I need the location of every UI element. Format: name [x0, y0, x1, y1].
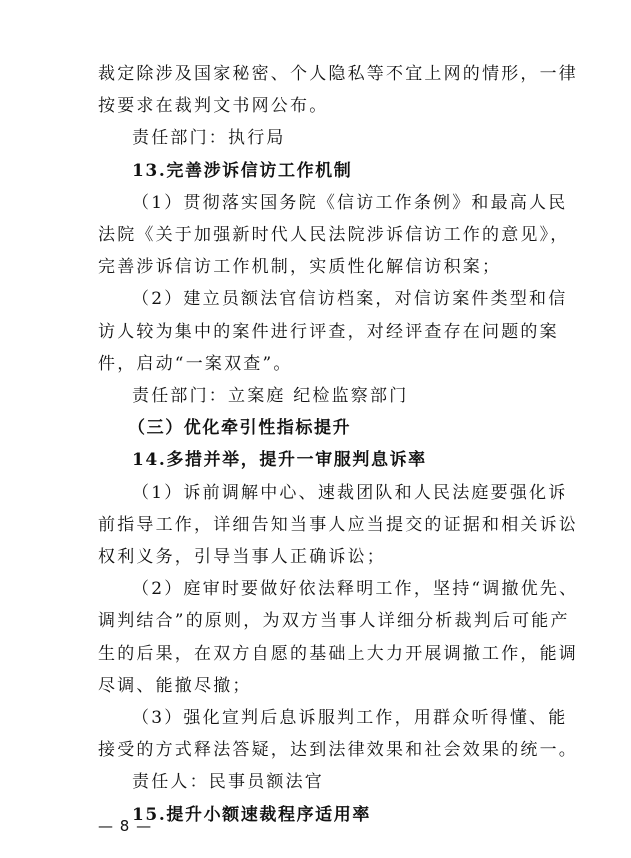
body-text-line: 前指导工作，详细告知当事人应当提交的证据和相关诉讼 — [98, 514, 578, 535]
body-text-line: 完善涉诉信访工作机制，实质性化解信访积案； — [98, 257, 502, 278]
body-text-line: 权利义务，引导当事人正确诉讼； — [98, 547, 386, 567]
responsible-department: 责任部门：立案庭 纪检监察部门 — [132, 386, 409, 406]
section-heading: 15.提升小额速裁程序适用率 — [132, 804, 371, 825]
responsible-person: 责任人：民事员额法官 — [132, 772, 324, 793]
body-text-line: 件，启动“一案双查”。 — [98, 353, 293, 374]
section-heading: 13.完善涉诉信访工作机制 — [132, 160, 353, 181]
body-text-line: （2）建立员额法官信访档案，对信访案件类型和信 — [132, 289, 568, 310]
body-text-line: 法院《关于加强新时代人民法院涉诉信访工作的意见》， — [98, 225, 570, 245]
body-text-line: （3）强化宣判后息诉服判工作，用群众听得懂、能 — [132, 708, 568, 728]
body-text-line: 访人较为集中的案件进行评查，对经评查存在问题的案 — [98, 321, 559, 342]
body-text-line: 接受的方式释法答疑，达到法律效果和社会效果的统一。 — [98, 740, 578, 761]
section-heading: 14.多措并举，提升一审服判息诉率 — [132, 450, 427, 471]
body-text-line: （1）贯彻落实国务院《信访工作条例》和最高人民 — [132, 192, 568, 213]
page-number: — 8 — — [98, 817, 153, 835]
subsection-heading: （三）优化牵引性指标提升 — [128, 418, 352, 439]
body-text-line: 生的后果，在双方自愿的基础上大力开展调撤工作，能调 — [98, 643, 578, 664]
responsible-department: 责任部门：执行局 — [132, 128, 286, 149]
body-text-line: 尽调、能撤尽撤； — [98, 675, 252, 696]
body-text-line: 裁定除涉及国家秘密、个人隐私等不宜上网的情形，一律 — [98, 64, 578, 84]
body-text-line: 调判结合”的原则，为双方当事人详细分析裁判后可能产 — [98, 611, 570, 632]
body-text-line: （2）庭审时要做好依法释明工作，坚持“调撤优先、 — [132, 579, 579, 600]
body-text-line: 按要求在裁判文书网公布。 — [98, 96, 329, 117]
body-text-line: （1）诉前调解中心、速裁团队和人民法庭要强化诉 — [132, 482, 568, 503]
